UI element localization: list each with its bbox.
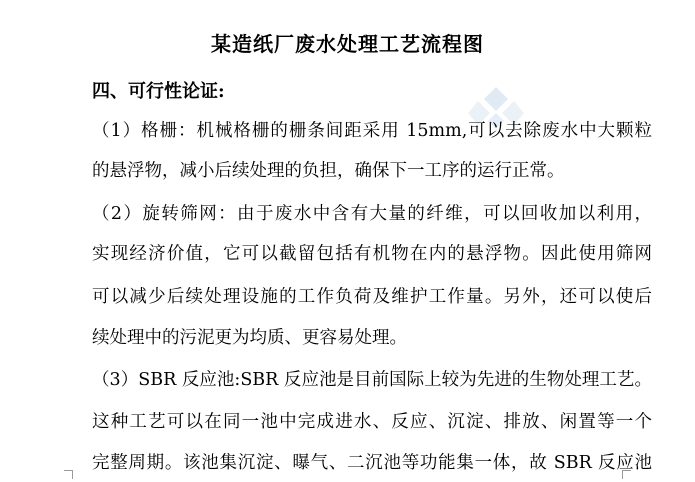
paragraph-line-3: （2）旋转筛网：由于废水中含有大量的纤维，可以回收加以利用， xyxy=(92,204,652,224)
paragraph-line-7: （3）SBR 反应池:SBR 反应池是目前国际上较为先进的生物处理工艺。 xyxy=(92,370,652,390)
paragraph-line-1: （1）格栅：机械格栅的栅条间距采用 15mm,可以去除废水中大颗粒 xyxy=(92,121,652,141)
document-title: 某造纸厂废水处理工艺流程图 xyxy=(211,32,484,56)
paragraph-line-9: 完整周期。该池集沉淀、曝气、二沉池等功能集一体，故 SBR 反应池 xyxy=(92,453,652,473)
paragraph-line-4: 实现经济价值，它可以截留包括有机物在内的悬浮物。因此使用筛网 xyxy=(92,244,652,264)
paragraph-line-6: 续处理中的污泥更为均质、更容易处理。 xyxy=(92,328,407,348)
section-heading: 四、可行性论证: xyxy=(92,81,225,102)
paragraph-line-2: 的悬浮物，减小后续处理的负担，确保下一工序的运行正常。 xyxy=(92,161,565,181)
paragraph-line-5: 可以减少后续处理设施的工作负荷及维护工作量。另外，还可以使后 xyxy=(92,287,652,307)
page-margin-corner-mark xyxy=(64,470,73,479)
paragraph-line-8: 这种工艺可以在同一池中完成进水、反应、沉淀、排放、闲置等一个 xyxy=(92,412,652,432)
page-margin-corner-mark xyxy=(622,470,631,479)
